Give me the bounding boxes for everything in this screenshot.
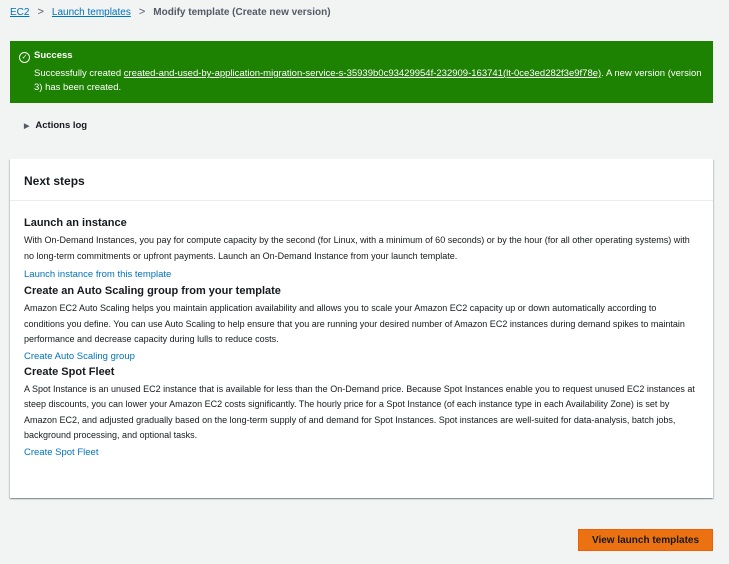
flash-title: Success xyxy=(34,50,73,61)
breadcrumb-ec2-link[interactable]: EC2 xyxy=(10,6,30,18)
flash-message xyxy=(34,67,703,95)
check-circle-icon: ✓ xyxy=(19,52,30,63)
create-auto-scaling-group-link[interactable]: Create Auto Scaling group xyxy=(24,350,135,362)
success-flash-banner xyxy=(10,41,713,103)
next-steps-body xyxy=(10,201,713,458)
next-steps-title: Next steps xyxy=(10,159,713,201)
breadcrumb-current: Modify template (Create new version) xyxy=(153,6,331,18)
actions-log-toggle[interactable] xyxy=(24,120,87,131)
spot-fleet-section xyxy=(24,366,699,458)
created-template-link[interactable]: created-and-used-by-application-migration-service-s-35939b0c93429954f-232909-163741(lt-0ce3ed282f3e9f78e) xyxy=(123,68,602,79)
breadcrumb xyxy=(10,5,331,19)
caret-right-icon: ▶ xyxy=(24,122,30,130)
section-heading: Create an Auto Scaling group from your template xyxy=(24,285,281,297)
flash-text-after: . A new version (version 3) has been created. xyxy=(34,68,702,93)
actions-log-label: Actions log xyxy=(35,120,88,131)
launch-instance-link[interactable]: Launch instance from this template xyxy=(24,269,172,280)
create-spot-fleet-link[interactable]: Create Spot Fleet xyxy=(24,446,99,458)
next-steps-panel xyxy=(10,159,713,498)
section-description: Amazon EC2 Auto Scaling helps you maintain application availability and allows you to scale your Amazon EC2 capacity up or down automatically according to conditions you define. You can use Auto Scaling to help ensure that you are running your desired number of Amazon EC2 instances during demand spikes to maintain performance and decrease capacity during lulls to reduce costs. xyxy=(24,303,685,344)
launch-instance-section xyxy=(24,217,699,280)
section-heading: Create Spot Fleet xyxy=(24,365,115,378)
view-launch-templates-button[interactable]: View launch templates xyxy=(578,529,713,551)
section-heading: Launch an instance xyxy=(24,217,127,229)
section-description: A Spot Instance is an unused EC2 instance that is available for less than the On-Demand price. Because Spot Instances enable you to request unused EC2 instances at steep discounts, you can lower your Amazon EC2 costs significantly. The hourly price for a Spot Instance (of each instance type in each Availability Zone) is set by Amazon EC2, and adjusted gradually based on the long-term supply of and demand for Spot Instances. Spot instances are well-suited for data-analysis, batch jobs, background processing, and optional tasks. xyxy=(24,383,695,440)
flash-text-before: Successfully created xyxy=(34,68,124,79)
breadcrumb-separator-icon: > xyxy=(37,6,44,18)
section-description: With On-Demand Instances, you pay for compute capacity by the second (for Linux, with a minimum of 60 seconds) or by the hour (for all other operating systems) with no long-term commitments or upfront payments. Launch an On-Demand Instance from your launch template. xyxy=(24,235,690,261)
breadcrumb-separator-icon: > xyxy=(138,6,146,18)
auto-scaling-section xyxy=(24,285,699,362)
breadcrumb-launch-templates-link[interactable]: Launch templates xyxy=(51,6,131,18)
